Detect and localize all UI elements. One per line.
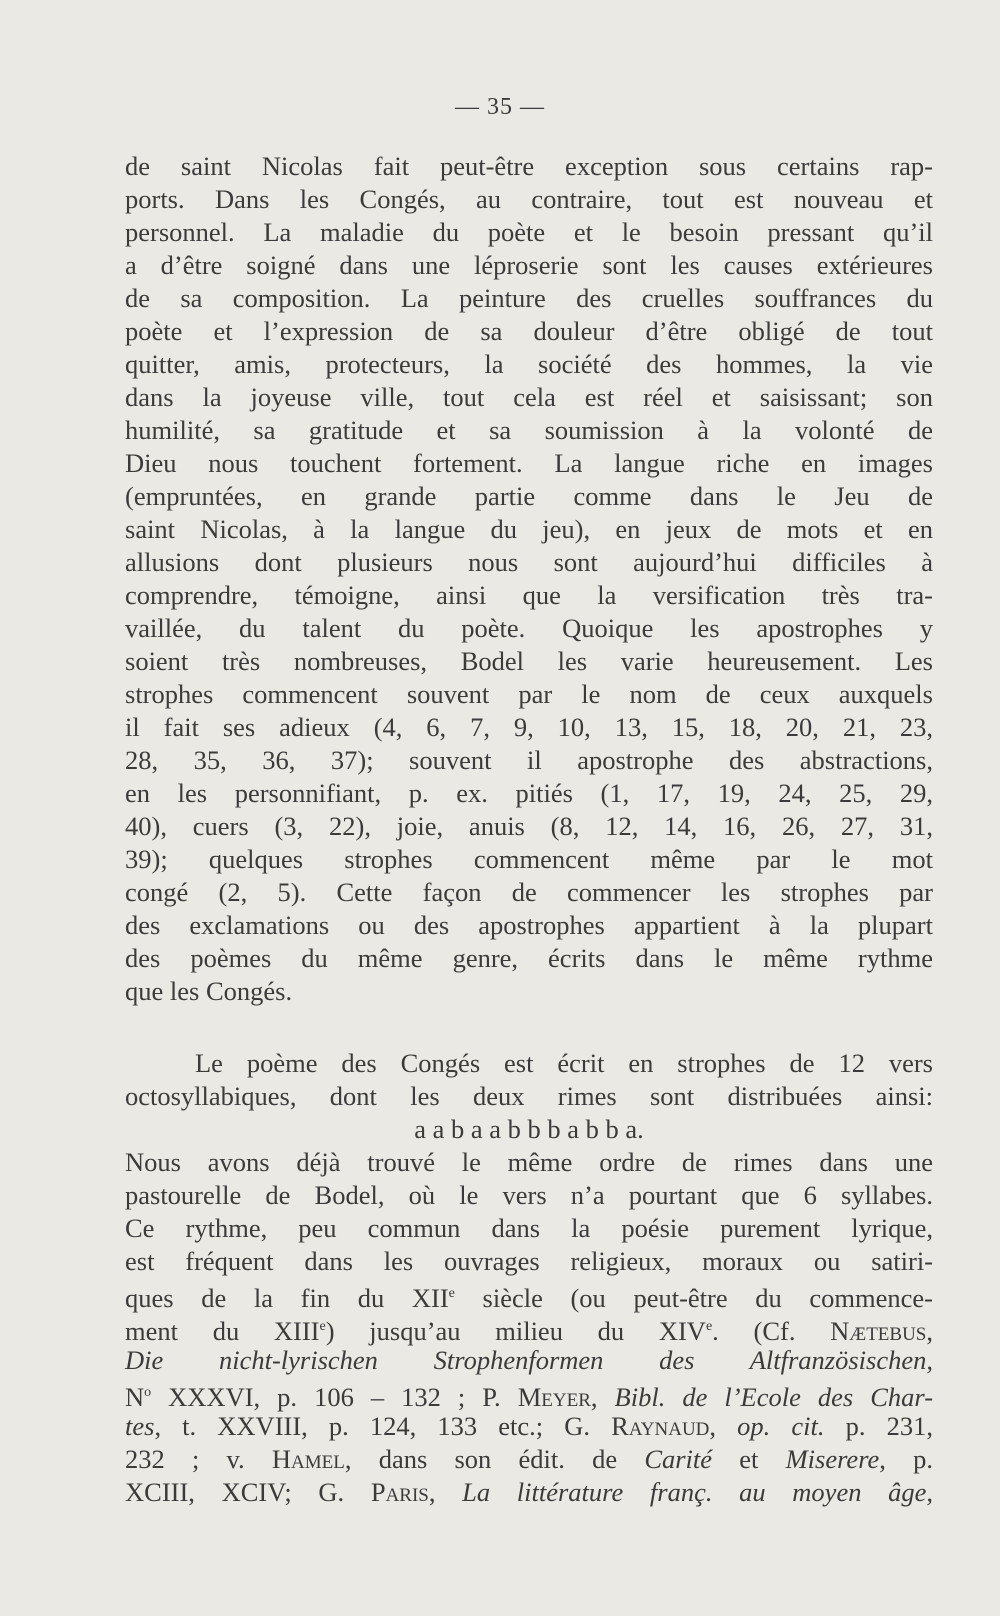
rhyme-scheme: a a b a a b b b a b b a.: [414, 1114, 644, 1144]
text-segment: ,: [590, 1381, 615, 1412]
text-line: que les Congés.: [125, 976, 293, 1006]
text-segment: ment du XIII: [125, 1315, 320, 1346]
text-line: en les personnifiant, p. ex. pitiés (1, 17, 19, 24, 25, 29,: [125, 778, 933, 808]
text-line: [125, 1377, 933, 1413]
text-line: de saint Nicolas fait peut-être exception sous certains rap-: [125, 151, 933, 181]
text-line: personnel. La maladie du poète et le besoin pressant qu’il: [125, 217, 933, 247]
text-segment: ,: [428, 1477, 463, 1507]
text-line: [125, 1476, 933, 1508]
text-line: Le poème des Congés est écrit en strophes de 12 vers: [195, 1048, 933, 1078]
text-line: Ce rythme, peu commun dans la poésie purement lyrique,: [125, 1213, 933, 1243]
work-title: Bibl. de l’Ecole des Char-: [614, 1381, 934, 1412]
superscript: e: [448, 1286, 455, 1301]
text-line: des poèmes du même genre, écrits dans le même rythme: [125, 943, 933, 973]
text-segment: et: [712, 1444, 786, 1474]
text-segment: , dans son édit. de: [344, 1444, 645, 1474]
superscript: o: [144, 1385, 152, 1400]
text-segment: p. 231,: [824, 1411, 933, 1441]
text-line: strophes commencent souvent par le nom de ceux auxquels: [125, 679, 933, 709]
text-segment: . (Cf.: [712, 1315, 831, 1346]
text-line: de sa composition. La peinture des cruelles souffrances du: [125, 283, 933, 313]
text-line: ports. Dans les Congés, au contraire, tout est nouveau et: [125, 184, 933, 214]
text-line: octosyllabiques, dont les deux rimes sont distribuées ainsi:: [125, 1081, 933, 1111]
work-title: Die nicht-lyrischen Strophenformen des Altfranzösischen,: [125, 1345, 933, 1375]
text-line: soient très nombreuses, Bodel les varie heureusement. Les: [125, 646, 933, 676]
reference: op. cit.: [737, 1411, 825, 1441]
text-line: [125, 1344, 933, 1376]
text-line: pastourelle de Bodel, où le vers n’a pourtant que 6 syllabes.: [125, 1180, 933, 1210]
author-name: Hamel: [271, 1444, 345, 1474]
text-segment: N: [125, 1381, 145, 1412]
text-segment: , p.: [879, 1444, 934, 1474]
superscript: e: [319, 1319, 326, 1334]
text-segment: XXXVI, p. 106 – 132 ; P.: [151, 1381, 518, 1412]
work-title: Carité: [644, 1444, 713, 1474]
work-title: Miserere: [785, 1444, 880, 1474]
text-line: Dieu nous touchent fortement. La langue riche en images: [125, 448, 933, 478]
text-line: humilité, sa gratitude et sa soumission à la volonté de: [125, 415, 933, 445]
text-segment: ) jusqu’au milieu du XIV: [325, 1315, 706, 1346]
text-line: saint Nicolas, à la langue du jeu), en jeux de mots et en: [125, 514, 933, 544]
text-line: dans la joyeuse ville, tout cela est réel et saisissant; son: [125, 382, 933, 412]
text-line: [125, 1410, 933, 1442]
text-segment: ques de la fin du XII: [125, 1282, 449, 1313]
text-line: allusions dont plusieurs nous sont aujourd’hui difficiles à: [125, 547, 933, 577]
superscript: e: [705, 1319, 713, 1334]
text-line: 39); quelques strophes commencent même par le mot: [125, 844, 933, 874]
text-segment: , t. XXVIII, p. 124, 133 etc.; G.: [154, 1411, 612, 1441]
text-segment: siècle (ou peut-être du commence-: [454, 1282, 933, 1313]
text-line: quitter, amis, protecteurs, la société des hommes, la vie: [125, 349, 933, 379]
text-line: (empruntées, en grande partie comme dans le Jeu de: [125, 481, 933, 511]
text-line: a d’être soigné dans une léproserie sont les causes extérieures: [125, 250, 933, 280]
text-line: vaillée, du talent du poète. Quoique les apostrophes y: [125, 613, 933, 643]
work-title: tes: [125, 1411, 155, 1441]
page-number: — 35 —: [455, 94, 545, 120]
text-line: 40), cuers (3, 22), joie, anuis (8, 12, 14, 16, 26, 27, 31,: [125, 811, 933, 841]
text-line: 28, 35, 36, 37); souvent il apostrophe des abstractions,: [125, 745, 933, 775]
author-name: Paris: [370, 1477, 429, 1507]
text-segment: ,: [709, 1411, 738, 1441]
text-line: des exclamations ou des apostrophes appartient à la plupart: [125, 910, 933, 940]
text-line: congé (2, 5). Cette façon de commencer les strophes par: [125, 877, 933, 907]
text-line: [125, 1443, 933, 1475]
work-title: La littérature franç. au moyen âge,: [462, 1477, 933, 1507]
text-line: [125, 1311, 933, 1347]
text-line: il fait ses adieux (4, 6, 7, 9, 10, 13, 15, 18, 20, 21, 23,: [125, 712, 933, 742]
text-segment: XCIII, XCIV; G.: [125, 1477, 371, 1507]
text-segment: 232 ; v.: [125, 1444, 272, 1474]
author-name: Raynaud: [611, 1411, 710, 1441]
author-name: Meyer: [517, 1381, 591, 1412]
text-line: [125, 1278, 933, 1314]
author-name: Nætebus,: [830, 1315, 933, 1346]
text-line: comprendre, témoigne, ainsi que la versification très tra-: [125, 580, 933, 610]
text-line: Nous avons déjà trouvé le même ordre de rimes dans une: [125, 1147, 933, 1177]
text-line: poète et l’expression de sa douleur d’être obligé de tout: [125, 316, 933, 346]
text-line: est fréquent dans les ouvrages religieux, moraux ou satiri-: [125, 1246, 933, 1276]
